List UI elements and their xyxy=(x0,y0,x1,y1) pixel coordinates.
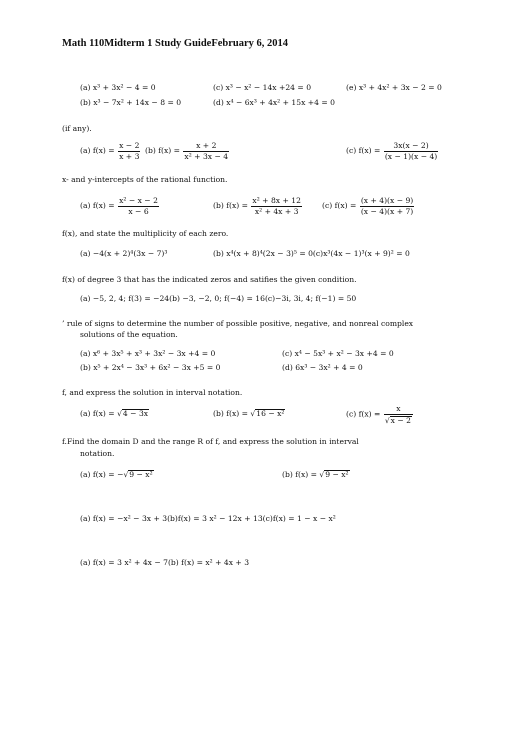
denominator: √x − 2 xyxy=(384,415,411,425)
problem-7c xyxy=(346,405,414,424)
section-8-intro: f.Find the domain D and the range R of f, and express the solution in interval xyxy=(62,437,359,446)
radicand: 9 − x² xyxy=(129,470,153,479)
numerator: (x + 4)(x − 9) xyxy=(360,196,414,205)
fraction xyxy=(118,142,140,160)
problem-6c: (c) x⁴ − 5x³ + x² − 3x +4 = 0 xyxy=(282,349,394,358)
section-7-intro: f, and express the solution in interval notation. xyxy=(62,388,243,397)
problem-9a: (a) f(x) = −x² − 3x + 3(b)f(x) = 3 x² − 12x + 13(c)f(x) = 1 − x − x² xyxy=(80,514,336,523)
fraction xyxy=(360,197,414,215)
section-3-intro: x- and y-intercepts of the rational function. xyxy=(62,175,228,184)
problem-2a xyxy=(80,142,141,160)
denominator: (x − 1)(x − 4) xyxy=(384,151,438,161)
problem-6d: (d) 6x³ − 3x² + 4 = 0 xyxy=(282,363,363,372)
problem-1c: (c) x³ − x² − 14x +24 = 0 xyxy=(213,83,312,92)
problem-7c-lhs: (c) f(x) = xyxy=(346,409,381,419)
section-5-intro: f(x) of degree 3 that has the indicated zeros and satifies the given condition. xyxy=(62,275,357,284)
denominator: x² + 4x + 3 xyxy=(254,206,299,216)
page-title: Math 110Midterm 1 Study GuideFebruary 6, 2014 xyxy=(62,38,289,49)
radicand: 16 − x² xyxy=(256,409,285,418)
fraction xyxy=(183,142,229,160)
problem-3b xyxy=(213,197,303,215)
problem-1d: (d) x⁴ − 6x³ + 4x² + 15x +4 = 0 xyxy=(213,98,335,107)
fraction xyxy=(118,197,159,215)
problem-2c-lhs: (c) f(x) = xyxy=(346,146,381,156)
denominator: x + 3 xyxy=(119,151,140,161)
problem-4a: (a) −4(x + 2)⁴(3x − 7)³ xyxy=(80,249,168,258)
problem-3c xyxy=(322,197,415,215)
problem-2c xyxy=(346,142,439,160)
problem-8b xyxy=(282,470,350,479)
problem-1e: (e) x³ + 4x² + 3x − 2 = 0 xyxy=(346,83,442,92)
radicand: 9 − x² xyxy=(325,470,349,479)
problem-7b-lhs: (b) f(x) = √ xyxy=(213,409,256,418)
numerator: x² + 8x + 12 xyxy=(252,196,301,205)
denominator: (x − 4)(x + 7) xyxy=(360,206,414,216)
radicand: x − 2 xyxy=(390,415,411,425)
fraction xyxy=(384,405,413,424)
denominator: x − 6 xyxy=(128,206,149,216)
problem-1a: (a) x³ + 3x² − 4 = 0 xyxy=(80,83,156,92)
problem-1b: (b) x³ − 7x² + 14x − 8 = 0 xyxy=(80,98,182,107)
problem-2b xyxy=(145,142,230,160)
problem-5a: (a) −5, 2, 4; f(3) = −24(b) −3, −2, 0; f(−4) = 16(c)−3i, 3i, 4; f(−1) = 50 xyxy=(80,294,357,303)
section-6-intro: ’ rule of signs to determine the number of possible positive, negative, and nonreal complex xyxy=(62,319,414,328)
problem-6b: (b) x⁵ + 2x⁴ − 3x³ + 6x² − 3x +5 = 0 xyxy=(80,363,221,372)
problem-8a xyxy=(80,470,154,479)
numerator: 3x(x − 2) xyxy=(384,142,438,152)
fraction xyxy=(384,142,438,160)
radicand: 4 − 3x xyxy=(122,409,149,418)
problem-8b-lhs: (b) f(x) = √ xyxy=(282,470,325,479)
section-2-intro: (if any). xyxy=(62,124,92,133)
problem-10a: (a) f(x) = 3 x² + 4x − 7(b) f(x) = x² + 4x + 3 xyxy=(80,558,250,567)
section-8-intro-cont: notation. xyxy=(80,449,115,458)
problem-2b-lhs: (b) f(x) = xyxy=(145,146,180,156)
section-4-intro: f(x), and state the multiplicity of each zero. xyxy=(62,229,229,238)
numerator: x xyxy=(384,405,413,415)
numerator: x + 2 xyxy=(183,142,229,152)
fraction xyxy=(251,197,301,215)
problem-3a xyxy=(80,197,160,215)
denominator: x² + 3x − 4 xyxy=(184,151,229,161)
section-6-intro-cont: solutions of the equation. xyxy=(80,330,178,339)
problem-7a-lhs: (a) f(x) = √ xyxy=(80,409,122,418)
numerator: x − 2 xyxy=(119,141,140,150)
problem-6a: (a) x⁶ + 3x⁵ + x³ + 3x² − 3x +4 = 0 xyxy=(80,349,216,358)
problem-7a xyxy=(80,409,149,418)
numerator: x² − x − 2 xyxy=(119,196,158,205)
problem-3b-lhs: (b) f(x) = xyxy=(213,201,248,211)
problem-7b xyxy=(213,409,285,418)
problem-3a-lhs: (a) f(x) = xyxy=(80,201,115,211)
problem-4b: (b) x⁴(x + 8)⁴(2x − 3)⁵ = 0(c)x³(4x − 1)³(x + 9)² = 0 xyxy=(213,249,410,258)
problem-3c-lhs: (c) f(x) = xyxy=(322,201,357,211)
problem-8a-lhs: (a) f(x) = −√ xyxy=(80,470,129,479)
problem-2a-lhs: (a) f(x) = xyxy=(80,146,115,156)
